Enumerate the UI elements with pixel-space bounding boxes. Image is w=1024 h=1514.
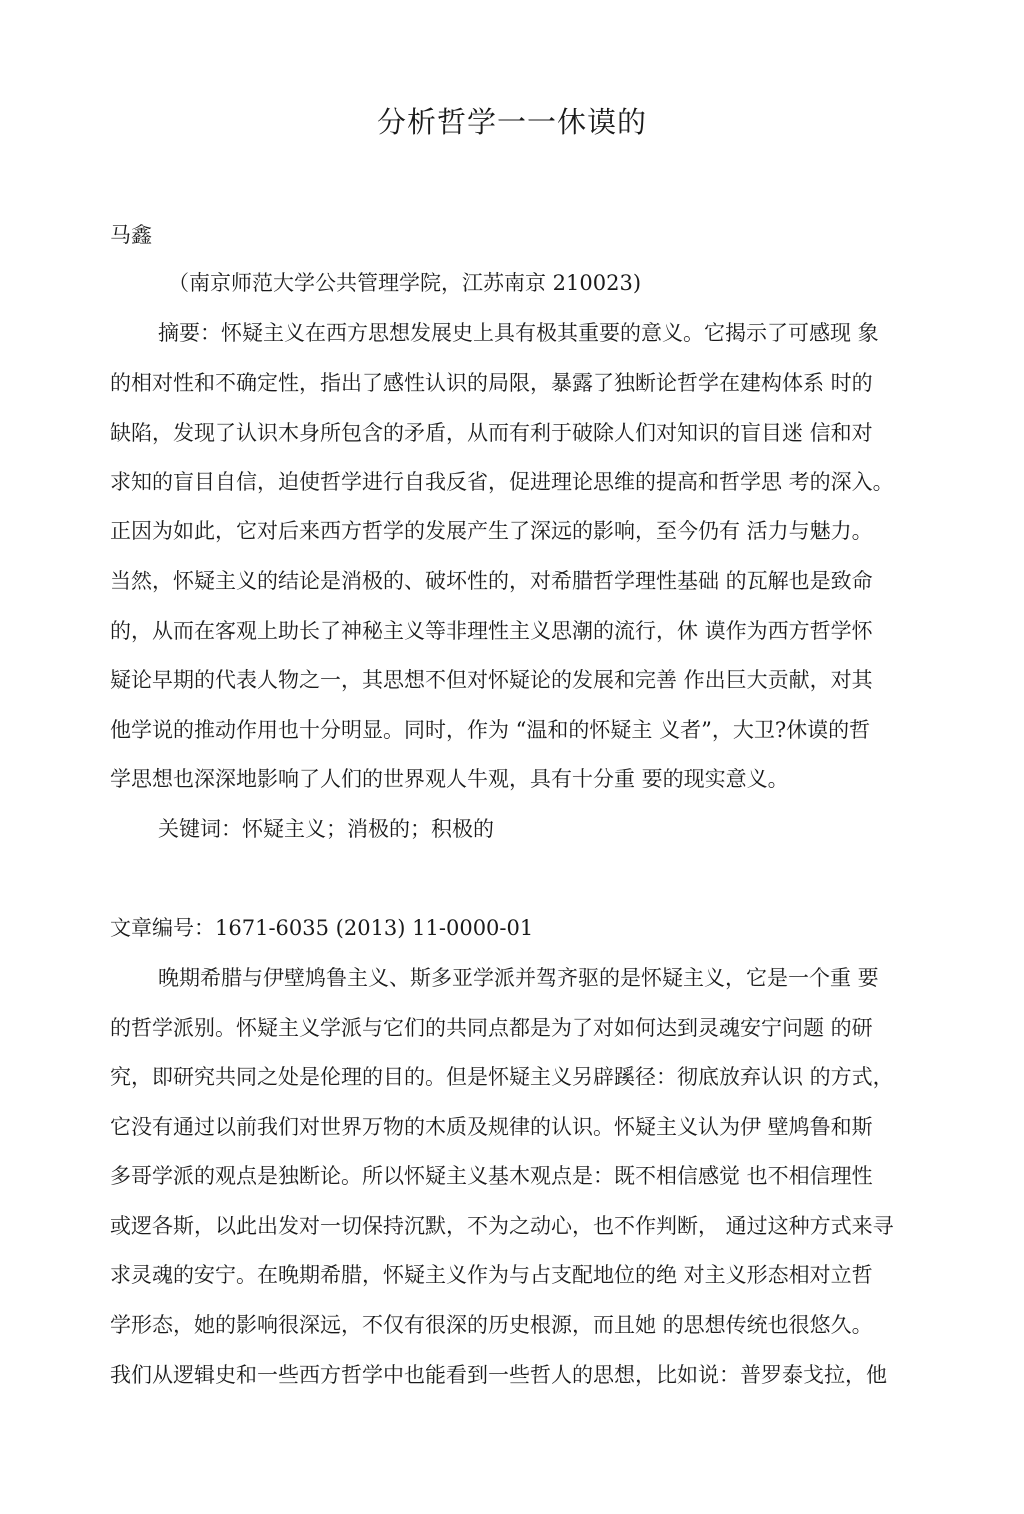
body-line: 多哥学派的观点是独断论。所以怀疑主义基木观点是：既不相信感觉 也不相信理性 — [110, 1164, 873, 1188]
abstract-line: 的，从而在客观上助长了神秘主义等非理性主义思潮的流行，休 谟作为西方哲学怀 — [110, 619, 873, 643]
body-line: 我们从逻辑史和一些西方哲学中也能看到一些哲人的思想，比如说：普罗泰戈拉，他 — [110, 1363, 887, 1387]
abstract-line: 疑论早期的代表人物之一，其思想不但对怀疑论的发展和完善 作出巨大贡献，对其 — [110, 668, 873, 692]
abstract-line: 正因为如此，它对后来西方哲学的发展产生了深远的影响，至今仍有 活力与魅力。 — [110, 519, 873, 543]
body-line: 学形态，她的影响很深远，不仅有很深的历史根源，而且她 的思想传统也很悠久。 — [110, 1313, 873, 1337]
abstract-line: 学思想也深深地影响了人们的世界观人牛观，具有十分重 要的现实意义。 — [110, 767, 789, 791]
body-line: 的哲学派别。怀疑主义学派与它们的共同点都是为了对如何达到灵魂安宁问题 的研 — [110, 1016, 873, 1040]
author-affiliation: （南京师范大学公共管理学院，江苏南京 210023) — [168, 271, 642, 295]
abstract-line: 缺陷，发现了认识木身所包含的矛盾，从而有利于破除人们对知识的盲目迷 信和对 — [110, 421, 873, 445]
abstract-line: 当然，怀疑主义的结论是消极的、破坏性的，对希腊哲学理性基础 的瓦解也是致命 — [110, 569, 873, 593]
body-line: 晚期希腊与伊壁鸠鲁主义、斯多亚学派并驾齐驱的是怀疑主义，它是一个重 要 — [158, 966, 879, 990]
article-number: 文章编号：1671-6035 (2013) 11-0000-01 — [110, 916, 534, 940]
body-line: 究，即研究共同之处是伦理的目的。但是怀疑主义另辟蹊径：彻底放弃认识 的方式， — [110, 1065, 894, 1089]
abstract-line: 的相对性和不确定性，指出了感性认识的局限，暴露了独断论哲学在建构体系 时的 — [110, 371, 873, 395]
author-name: 马鑫 — [110, 223, 152, 247]
body-line: 求灵魂的安宁。在晚期希腊，怀疑主义作为与占支配地位的绝 对主义形态相对立哲 — [110, 1263, 873, 1287]
document-title: 分析哲学一一休谟的 — [376, 105, 647, 139]
abstract-line: 求知的盲目自信，迫使哲学进行自我反省，促进理论思维的提高和哲学思 考的深入。 — [110, 470, 894, 494]
abstract-line: 摘要：怀疑主义在西方思想发展史上具有极其重要的意义。它揭示了可感现 象 — [158, 321, 879, 345]
body-line: 它没有通过以前我们对世界万物的木质及规律的认识。怀疑主义认为伊 壁鸠鲁和斯 — [110, 1115, 873, 1139]
body-line: 或逻各斯，以此出发对一切保持沉默，不为之动心，也不作判断， 通过这种方式来寻 — [110, 1214, 894, 1238]
keywords: 关键词：怀疑主义；消极的；积极的 — [158, 817, 494, 841]
abstract-line: 他学说的推动作用也十分明显。同时，作为 “温和的怀疑主 义者”，大卫?休谟的哲 — [110, 718, 871, 742]
